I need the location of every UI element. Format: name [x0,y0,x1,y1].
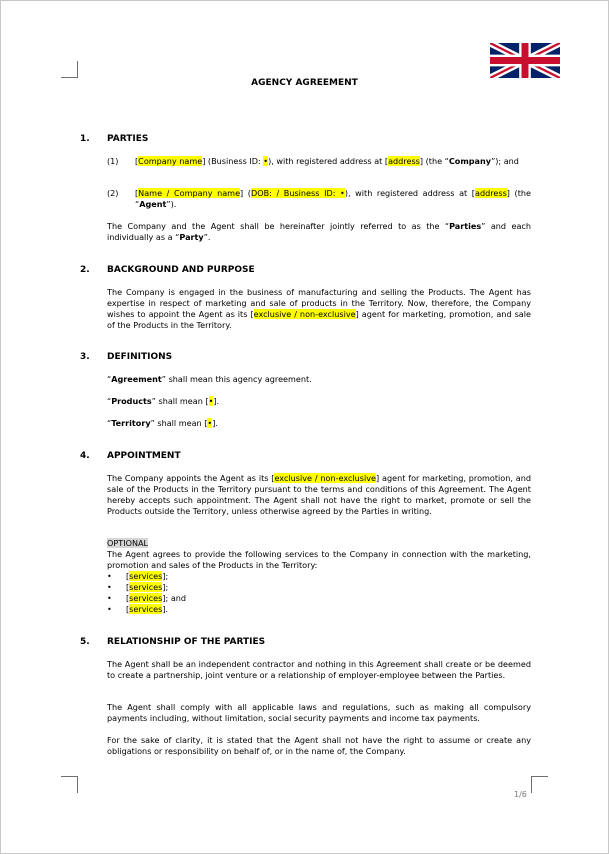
crop-mark-bottom-right [531,776,548,793]
placeholder-service[interactable]: services [129,604,163,614]
placeholder-business-id[interactable]: • [263,156,269,166]
item-label: (1) [107,156,119,166]
paragraph-background: The Company is engaged in the business of manufacturing and selling the Products. The Agent has expertise in respect of marketing and sale of products in the Territory. Now, therefore, the Company wishes to appoint the Agent as its [exclusive / non-exclusive] agent for marketing, promotion, and sale of the Products in the Territory. [107,287,531,330]
paragraph-compliance: The Agent shall comply with all applicable laws and regulations, such as making all compulsory payments including, without limitation, social security payments and income tax payments. [107,702,531,723]
placeholder-address[interactable]: address [474,188,507,198]
document-title: AGENCY AGREEMENT [251,78,358,88]
placeholder-products[interactable]: • [208,396,214,406]
placeholder-dob-business-id[interactable]: DOB: / Business ID: • [250,188,345,198]
placeholder-service[interactable]: services [129,582,163,592]
paragraph-parties-definition: The Company and the Agent shall be hereinafter jointly referred to as the “Parties” and each individually as a “Party”. [107,221,531,242]
section-number: 2. [80,265,90,275]
placeholder-exclusivity[interactable]: exclusive / non-exclusive [253,309,356,319]
placeholder-territory[interactable]: • [207,418,213,428]
section-number: 4. [80,451,90,461]
paragraph-no-authority: For the sake of clarity, it is stated that the Agent shall not have the right to assume or create any obligations or responsibility on behalf of, or in the name of, the Company. [107,735,531,756]
crop-mark-top-left [61,61,78,78]
definition-agreement: “Agreement” shall mean this agency agreement. [107,374,312,384]
paragraph-independent-contractor: The Agent shall be an independent contractor and nothing in this Agreement shall create or be deemed to create a partnership, joint venture or a relationship of employer-employee between the Parties. [107,659,531,680]
section-title: RELATIONSHIP OF THE PARTIES [107,637,266,647]
definition-products: “Products” shall mean [•]. [107,396,220,406]
section-title: BACKGROUND AND PURPOSE [107,265,255,275]
item-label: (2) [107,188,119,198]
placeholder-agent-name[interactable]: Name / Company name [138,188,241,198]
placeholder-service[interactable]: services [129,593,163,603]
crop-mark-bottom-left [61,776,78,793]
section-number: 1. [80,134,90,144]
section-number: 5. [80,637,90,647]
optional-label: OPTIONAL [107,538,149,548]
paragraph-appointment: The Company appoints the Agent as its [exclusive / non-exclusive] agent for marketing, promotion, and sale of the Products in the Territory pursuant to the terms and conditions of this Agreement. The Agent hereby accepts such appointment. The Agent shall not have the right to market, promote or sell the Products outside the Territory, unless otherwise agreed by the Parties in writing. [107,473,531,516]
item-text: [Company name] (Business ID: •), with registered address at [address] (the “Company”); and [135,156,519,166]
section-title: PARTIES [107,134,149,144]
placeholder-company-name[interactable]: Company name [138,156,203,166]
placeholder-service[interactable]: services [129,571,163,581]
paragraph-optional-services: OPTIONAL The Agent agrees to provide the following services to the Company in connection with the marketing, promotion and sales of the Products in the Territory: [107,538,531,570]
placeholder-exclusivity[interactable]: exclusive / non-exclusive [274,473,377,483]
page-number: 1/6 [514,790,527,799]
uk-flag-icon[interactable] [490,43,560,78]
placeholder-address[interactable]: address [388,156,420,166]
definition-territory: “Territory” shall mean [•]. [107,418,218,428]
section-number: 3. [80,352,90,362]
item-text: [Name / Company name] (DOB: / Business ID: •), with registered address at [address] (the “Agent”). [135,188,531,209]
section-title: DEFINITIONS [107,352,173,362]
section-title: APPOINTMENT [107,451,181,461]
